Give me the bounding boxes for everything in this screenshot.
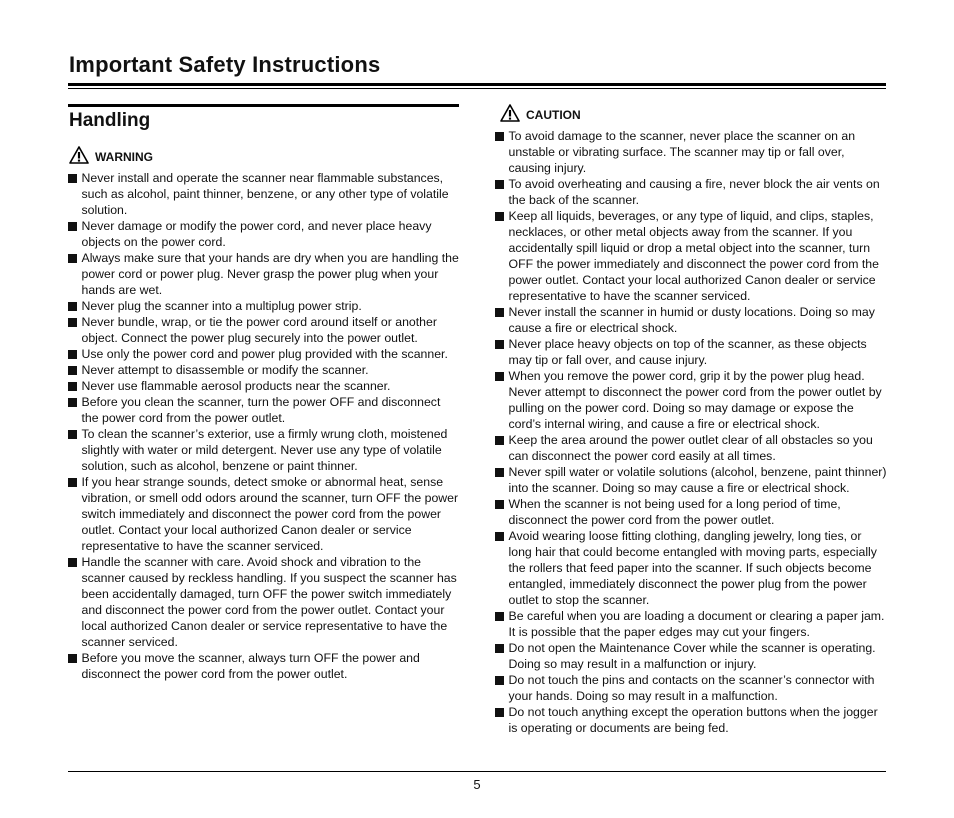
caution-item xyxy=(495,368,887,432)
caution-heading xyxy=(500,104,581,122)
warning-item xyxy=(68,298,460,314)
square-bullet-icon xyxy=(68,654,77,663)
warning-item xyxy=(68,346,460,362)
caution-list xyxy=(495,128,887,736)
square-bullet-icon xyxy=(495,180,504,189)
warning-item-text: Never bundle, wrap, or tie the power cord around itself or another object. Connect the power plug securely into the power outlet. xyxy=(81,315,437,345)
page-number: 5 xyxy=(473,777,481,792)
caution-label: CAUTION xyxy=(526,108,581,122)
caution-item xyxy=(495,432,887,464)
warning-label: WARNING xyxy=(95,150,153,164)
square-bullet-icon xyxy=(495,676,504,685)
caution-item xyxy=(495,704,887,736)
caution-item xyxy=(495,528,887,608)
warning-list xyxy=(68,170,460,682)
warning-item-text: Always make sure that your hands are dry when you are handling the power cord or power plug. Never grasp the power plug when your hands are wet. xyxy=(81,251,459,297)
warning-item xyxy=(68,474,460,554)
page-title: Important Safety Instructions xyxy=(69,52,381,77)
warning-heading xyxy=(69,146,153,164)
warning-item xyxy=(68,218,460,250)
warning-item xyxy=(68,650,460,682)
caution-item-text: Do not open the Maintenance Cover while the scanner is operating. Doing so may result in a malfunction or injury. xyxy=(508,641,876,671)
caution-item-text: Avoid wearing loose fitting clothing, dangling jewelry, long ties, or long hair that could become entangled with moving parts, especially the rollers that feed paper into the scanner. If such objects become entangled, immediately disconnect the power plug from the power outlet to stop the scanner. xyxy=(508,529,877,607)
warning-item xyxy=(68,170,460,218)
caution-item-text: Do not touch anything except the operation buttons when the jogger is operating or documents are being fed. xyxy=(508,705,878,735)
caution-item-text: Keep the area around the power outlet clear of all obstacles so you can disconnect the power cord easily at all times. xyxy=(508,433,873,463)
square-bullet-icon xyxy=(68,430,77,439)
square-bullet-icon xyxy=(495,340,504,349)
section-rule xyxy=(68,104,459,107)
caution-item-text: To avoid damage to the scanner, never place the scanner on an unstable or vibrating surface. The scanner may tip or fall over, causing injury. xyxy=(508,129,856,175)
square-bullet-icon xyxy=(68,350,77,359)
square-bullet-icon xyxy=(68,318,77,327)
caution-item xyxy=(495,608,887,640)
warning-item-text: Never use flammable aerosol products near the scanner. xyxy=(81,379,391,393)
caution-item xyxy=(495,304,887,336)
square-bullet-icon xyxy=(495,212,504,221)
caution-item-text: Do not touch the pins and contacts on the scanner’s connector with your hands. Doing so may result in a malfunction. xyxy=(508,673,875,703)
square-bullet-icon xyxy=(68,382,77,391)
square-bullet-icon xyxy=(495,468,504,477)
footer-rule xyxy=(68,771,886,772)
square-bullet-icon xyxy=(495,532,504,541)
caution-item-text: Be careful when you are loading a document or clearing a paper jam. It is possible that the paper edges may cut your fingers. xyxy=(508,609,885,639)
title-rule xyxy=(68,83,886,86)
square-bullet-icon xyxy=(68,558,77,567)
warning-triangle-icon xyxy=(500,104,520,122)
warning-item xyxy=(68,426,460,474)
warning-item-text: Handle the scanner with care. Avoid shock and vibration to the scanner caused by reckless handling. If you suspect the scanner has been accidentally damaged, turn OFF the power switch immediately and disconnect the power cord from the power outlet. Contact your local authorized Canon dealer or service representative to have the scanner serviced. xyxy=(81,555,457,649)
caution-item-text: To avoid overheating and causing a fire, never block the air vents on the back of the scanner. xyxy=(508,177,880,207)
square-bullet-icon xyxy=(495,644,504,653)
warning-item xyxy=(68,378,460,394)
warning-item-text: Before you clean the scanner, turn the power OFF and disconnect the power cord from the power outlet. xyxy=(81,395,441,425)
warning-item xyxy=(68,362,460,378)
square-bullet-icon xyxy=(495,612,504,621)
caution-item xyxy=(495,496,887,528)
warning-item xyxy=(68,314,460,346)
caution-item xyxy=(495,128,887,176)
caution-item-text: When the scanner is not being used for a long period of time, disconnect the power cord from the power outlet. xyxy=(508,497,841,527)
square-bullet-icon xyxy=(68,174,77,183)
caution-item-text: When you remove the power cord, grip it by the power plug head. Never attempt to disconnect the power cord from the power outlet by pulling on the power cord. Doing so may damage or expose the cord’s internal wiring, and cause a fire or electrical shock. xyxy=(508,369,882,431)
caution-item xyxy=(495,336,887,368)
warning-item-text: Never damage or modify the power cord, and never place heavy objects on the power cord. xyxy=(81,219,432,249)
warning-item-text: Before you move the scanner, always turn OFF the power and disconnect the power cord from the power outlet. xyxy=(81,651,420,681)
caution-item xyxy=(495,672,887,704)
square-bullet-icon xyxy=(68,398,77,407)
warning-item-text: Never install and operate the scanner near flammable substances, such as alcohol, paint thinner, benzene, or any other type of volatile solution. xyxy=(81,171,449,217)
warning-item-text: Never attempt to disassemble or modify the scanner. xyxy=(81,363,369,377)
square-bullet-icon xyxy=(68,302,77,311)
title-rule-thin xyxy=(68,88,886,89)
warning-item xyxy=(68,394,460,426)
caution-item-text: Never install the scanner in humid or dusty locations. Doing so may cause a fire or electrical shock. xyxy=(508,305,875,335)
warning-item-text: Never plug the scanner into a multiplug power strip. xyxy=(81,299,362,313)
caution-item-text: Never spill water or volatile solutions (alcohol, benzene, paint thinner) into the scanner. Doing so may cause a fire or electrical shock. xyxy=(508,465,887,495)
caution-item-text: Never place heavy objects on top of the scanner, as these objects may tip or fall over, and cause injury. xyxy=(508,337,867,367)
warning-item xyxy=(68,554,460,650)
warning-item-text: Use only the power cord and power plug provided with the scanner. xyxy=(81,347,448,361)
caution-item xyxy=(495,464,887,496)
warning-item-text: If you hear strange sounds, detect smoke or abnormal heat, sense vibration, or smell odd odors around the scanner, turn OFF the power switch immediately and disconnect the power cord from the power outlet. Contact your local authorized Canon dealer or service representative to have the scanner serviced. xyxy=(81,475,459,553)
caution-item xyxy=(495,176,887,208)
square-bullet-icon xyxy=(495,500,504,509)
square-bullet-icon xyxy=(68,254,77,263)
square-bullet-icon xyxy=(68,478,77,487)
square-bullet-icon xyxy=(68,366,77,375)
square-bullet-icon xyxy=(495,708,504,717)
caution-item xyxy=(495,208,887,304)
warning-item-text: To clean the scanner’s exterior, use a firmly wrung cloth, moistened slightly with water or mild detergent. Never use any type of volatile solution, such as alcohol, benzene or paint thinner. xyxy=(81,427,448,473)
square-bullet-icon xyxy=(495,308,504,317)
square-bullet-icon xyxy=(495,436,504,445)
warning-item xyxy=(68,250,460,298)
caution-item-text: Keep all liquids, beverages, or any type of liquid, and clips, staples, necklaces, or other metal objects away from the scanner. If you accidentally spill liquid or drop a metal object into the scanner, turn OFF the power immediately and disconnect the power cord from the power outlet. Contact your local authorized Canon dealer or service representative to have the scanner serviced. xyxy=(508,209,879,303)
caution-item xyxy=(495,640,887,672)
square-bullet-icon xyxy=(495,372,504,381)
warning-triangle-icon xyxy=(69,146,89,164)
section-heading-handling: Handling xyxy=(69,110,151,131)
square-bullet-icon xyxy=(68,222,77,231)
square-bullet-icon xyxy=(495,132,504,141)
